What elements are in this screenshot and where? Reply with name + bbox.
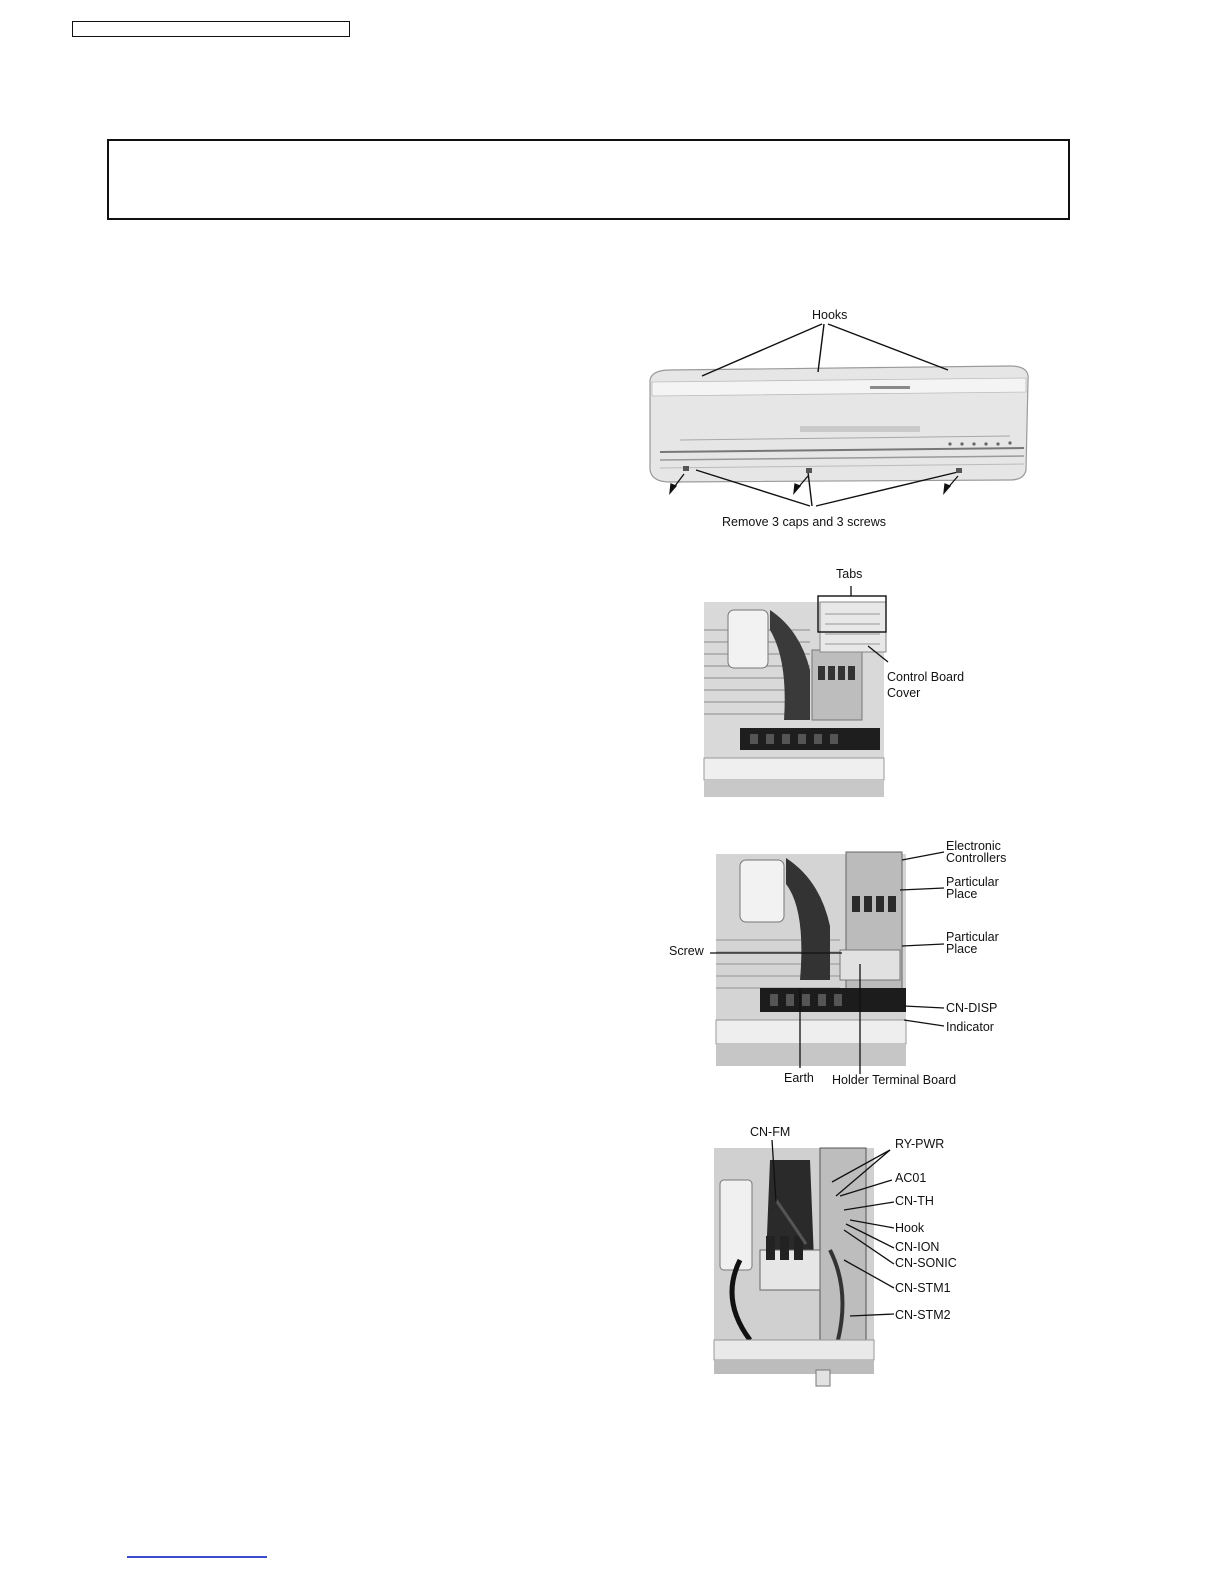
electronic-controllers-label: Electronic Controllers: [946, 839, 1007, 865]
holder-terminal-board-label: Holder Terminal Board: [832, 1073, 957, 1087]
cn-disp-label: CN-DISP: [946, 1001, 998, 1015]
cn-sonic-label: CN-SONIC: [895, 1256, 957, 1270]
cn-stm1-label: CN-STM1: [895, 1281, 951, 1295]
notice-box: [107, 139, 1070, 220]
particular-place-1-label: Particular Place: [946, 875, 999, 901]
cn-th-label: CN-TH: [895, 1194, 934, 1208]
hooks-label: Hooks: [812, 308, 848, 322]
hook-label: Hook: [895, 1221, 925, 1235]
particular-place-2-label: Particular Place: [946, 930, 999, 956]
ry-pwr-label: RY-PWR: [895, 1137, 945, 1151]
header-box: [72, 21, 350, 37]
figure-control-board-cover: [700, 590, 900, 800]
screw-label: Screw: [669, 944, 704, 958]
cn-ion-label: CN-ION: [895, 1240, 940, 1254]
remove-caps-screws-label: Remove 3 caps and 3 screws: [722, 515, 886, 529]
ac01-label: AC01: [895, 1171, 927, 1185]
control-board-cover-label: Control Board Cover: [887, 670, 965, 700]
tabs-label: Tabs: [836, 567, 863, 581]
earth-label: Earth: [784, 1071, 814, 1085]
cn-fm-label: CN-FM: [750, 1125, 791, 1139]
indicator-label: Indicator: [946, 1020, 994, 1034]
footer-link-underline[interactable]: [127, 1556, 267, 1558]
figure-indoor-unit-front: [640, 300, 1040, 540]
cn-stm2-label: CN-STM2: [895, 1308, 951, 1322]
